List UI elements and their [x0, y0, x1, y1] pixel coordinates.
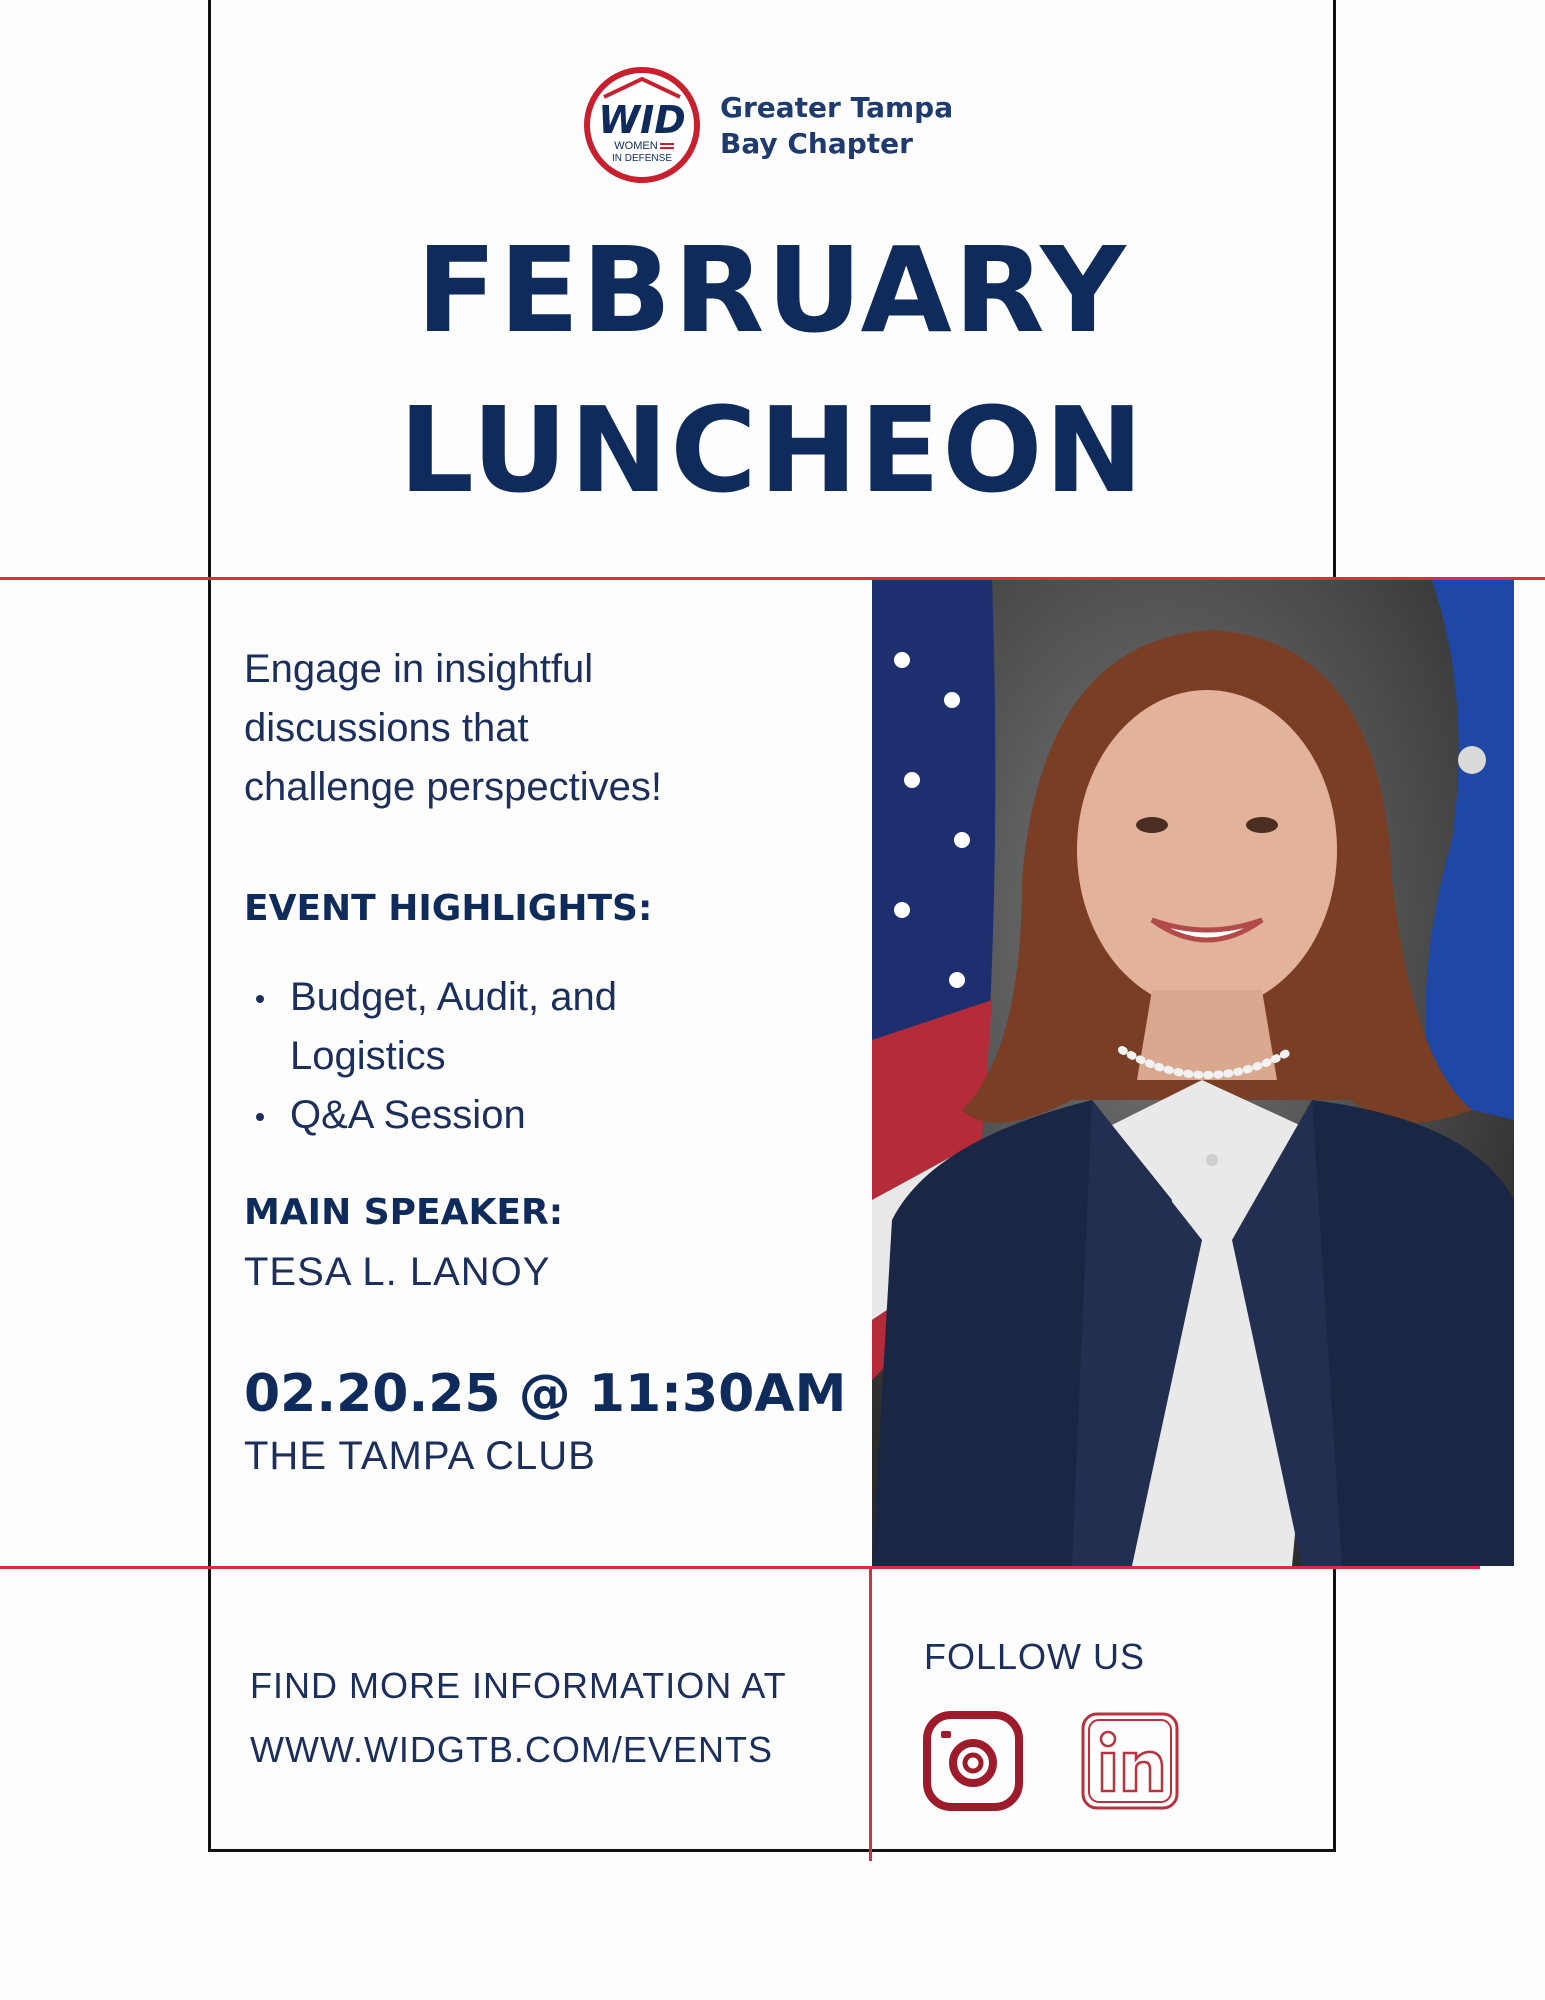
- logo-sub-text-1: WOMEN: [614, 140, 658, 152]
- chapter-line-1: Greater Tampa: [720, 91, 954, 124]
- instagram-icon[interactable]: [923, 1711, 1023, 1811]
- highlights-list: [244, 968, 730, 1145]
- highlights-heading: EVENT HIGHLIGHTS:: [244, 888, 653, 929]
- event-datetime: 02.20.25 @ 11:30AM: [244, 1364, 847, 1424]
- intro-line-2: discussions that: [244, 706, 529, 750]
- divider-bottom: [0, 1566, 1480, 1569]
- list-item: Q&A Session: [244, 1086, 730, 1145]
- page-title-line-2: LUNCHEON: [398, 381, 1146, 519]
- chapter-name: [720, 90, 953, 162]
- speaker-photo: [872, 580, 1514, 1566]
- wid-logo: [584, 67, 700, 183]
- speaker-heading: MAIN SPEAKER:: [244, 1192, 564, 1233]
- linkedin-icon[interactable]: [1080, 1711, 1180, 1811]
- intro-text: [244, 640, 662, 817]
- speaker-name: TESA L. LANOY: [244, 1250, 551, 1294]
- divider-footer-vertical: [869, 1566, 872, 1861]
- info-line-1: FIND MORE INFORMATION AT: [250, 1665, 787, 1706]
- logo-sub-text-2: IN DEFENSE: [611, 153, 673, 164]
- page-title-line-1: FEBRUARY: [416, 221, 1128, 359]
- list-item: Budget, Audit, and Logistics: [244, 968, 730, 1086]
- intro-line-3: challenge perspectives!: [244, 765, 663, 809]
- event-venue: THE TAMPA CLUB: [244, 1434, 596, 1478]
- chapter-line-2: Bay Chapter: [720, 127, 913, 160]
- logo-main-text: WID: [598, 98, 686, 142]
- website-link[interactable]: WWW.WIDGTB.COM/EVENTS: [250, 1729, 773, 1770]
- more-info: [250, 1654, 787, 1782]
- intro-line-1: Engage in insightful: [244, 647, 594, 691]
- follow-us-label: FOLLOW US: [924, 1636, 1146, 1677]
